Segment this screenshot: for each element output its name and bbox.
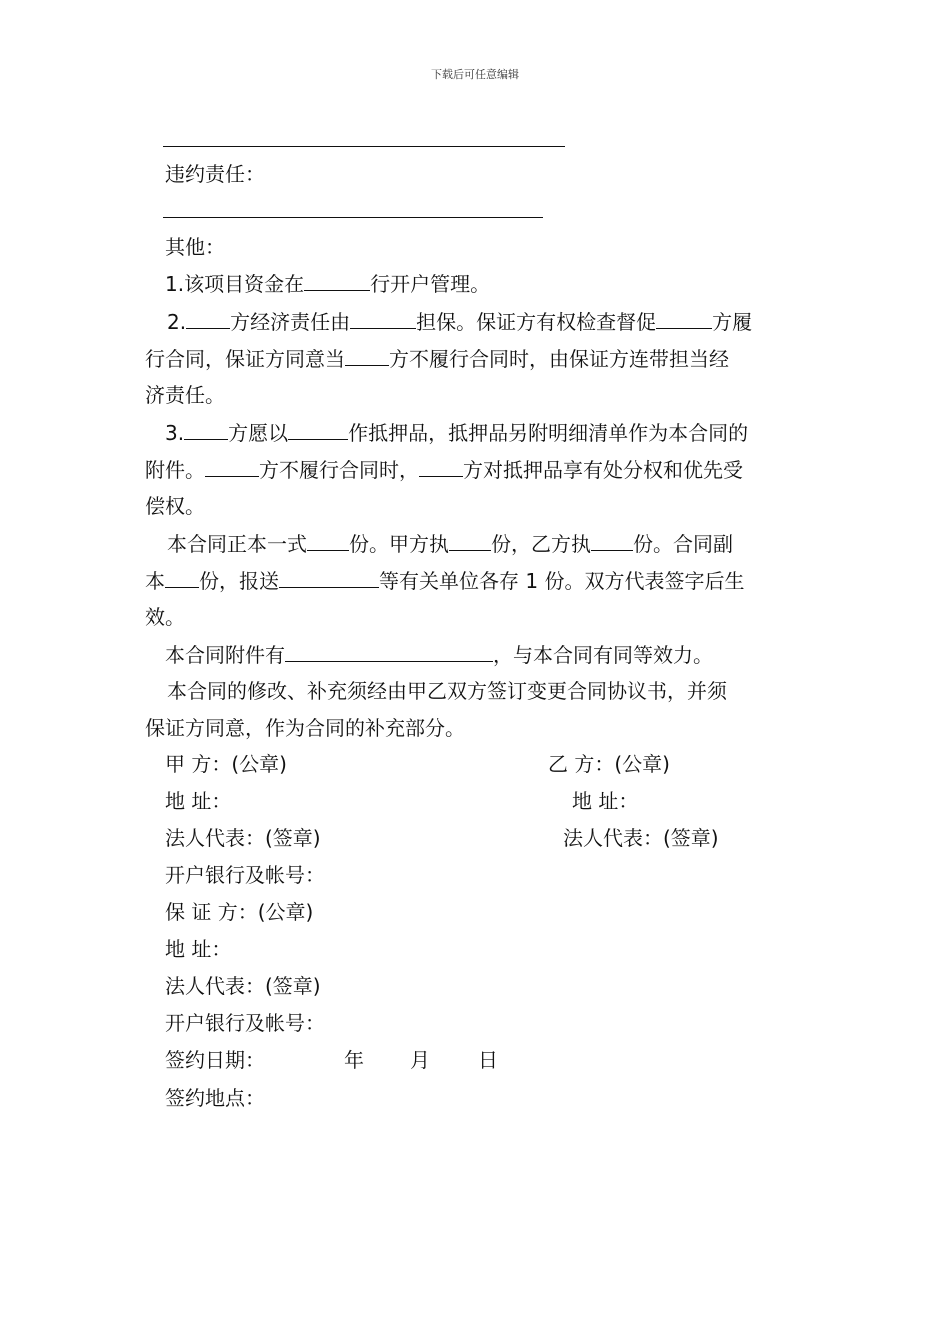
item-2-text-b: 方经济责任由 [230, 310, 351, 334]
sign-date-label: 签约日期： [165, 1048, 265, 1072]
item-2-line-2b: 方不履行合同时，由保证方连带担当经 [389, 347, 729, 371]
copies-line-2 [145, 567, 744, 594]
item-2-text-d: 方履 [712, 310, 753, 334]
copies-line-2a: 本 [145, 569, 165, 593]
guarantor-bank: 开户银行及帐号： [165, 1011, 325, 1035]
fill-blank [205, 456, 259, 477]
page-header: 下载后可任意编辑 [431, 68, 519, 81]
party-a-rep: 法人代表：(签章) [165, 826, 321, 850]
fill-blank [285, 641, 493, 662]
fill-blank [304, 270, 370, 291]
fill-blank [350, 308, 416, 329]
party-a-address: 地 址： [165, 789, 232, 813]
attachments-line [165, 641, 713, 668]
item-2-line-2 [145, 345, 729, 372]
amend-line-2: 保证方同意，作为合同的补充部分。 [145, 716, 465, 740]
item-3-line-1 [165, 419, 748, 446]
party-b-label: 乙 方：(公章) [548, 752, 670, 776]
copies-line-3: 效。 [145, 605, 185, 629]
item-2-text-c: 担保。保证方有权检查督促 [416, 310, 657, 334]
party-b-address: 地 址： [572, 789, 639, 813]
item-3-text-b: 方愿以 [228, 421, 289, 445]
sign-place-label: 签约地点： [165, 1086, 265, 1110]
sign-date-year: 年 [344, 1048, 364, 1072]
amend-line-1: 本合同的修改、补充须经由甲乙双方签订变更合同协议书，并须 [167, 679, 727, 703]
copies-line-2b: 份，报送 [199, 569, 279, 593]
attachments-text-b: ，与本合同有同等效力。 [493, 643, 713, 667]
guarantor-address: 地 址： [165, 937, 232, 961]
item-3-number: 3. [165, 421, 185, 445]
fill-blank [307, 530, 349, 551]
fill-blank [591, 530, 633, 551]
fill-blank [165, 567, 199, 588]
item-3-line-2c: 方对抵押品享有处分权和优先受 [463, 458, 743, 482]
other-label: 其他： [165, 235, 225, 259]
fill-blank [279, 567, 379, 588]
blank-line [163, 146, 565, 147]
item-2-number: 2. [167, 310, 187, 334]
sign-date-month: 月 [410, 1048, 430, 1072]
party-a-bank: 开户银行及帐号： [165, 863, 325, 887]
party-a-label: 甲 方：(公章) [165, 752, 287, 776]
guarantor-rep: 法人代表：(签章) [165, 974, 321, 998]
item-2-line-2a: 行合同，保证方同意当 [145, 347, 345, 371]
breach-label: 违约责任： [165, 162, 265, 186]
copies-text-b: 份。甲方执 [349, 532, 449, 556]
copies-text-a: 本合同正本一式 [167, 532, 307, 556]
item-3-text-c: 作抵押品，抵押品另附明细清单作为本合同的 [348, 421, 749, 445]
attachments-text-a: 本合同附件有 [165, 643, 285, 667]
item-3-line-3: 偿权。 [145, 494, 205, 518]
sign-date-day: 日 [478, 1048, 498, 1072]
item-1-text-a: 1.该项目资金在 [165, 272, 305, 296]
fill-blank [345, 345, 389, 366]
item-1 [165, 270, 490, 297]
party-b-rep: 法人代表：(签章) [563, 826, 719, 850]
fill-blank [184, 419, 228, 440]
fill-blank [656, 308, 712, 329]
item-2-line-3: 济责任。 [145, 383, 225, 407]
copies-line-1 [167, 530, 733, 557]
copies-text-d: 份。合同副 [633, 532, 733, 556]
item-3-line-2b: 方不履行合同时， [259, 458, 419, 482]
copies-text-c: 份，乙方执 [491, 532, 591, 556]
copies-line-2c: 等有关单位各存 1 份。双方代表签字后生 [379, 569, 745, 593]
fill-blank [288, 419, 348, 440]
item-3-line-2a: 附件。 [145, 458, 205, 482]
item-3-line-2 [145, 456, 743, 483]
fill-blank [419, 456, 463, 477]
item-1-text-b: 行开户管理。 [370, 272, 491, 296]
fill-blank [449, 530, 491, 551]
item-2-line-1 [167, 308, 752, 335]
guarantor-label: 保 证 方：(公章) [165, 900, 314, 924]
blank-line [163, 217, 543, 218]
fill-blank [186, 308, 230, 329]
